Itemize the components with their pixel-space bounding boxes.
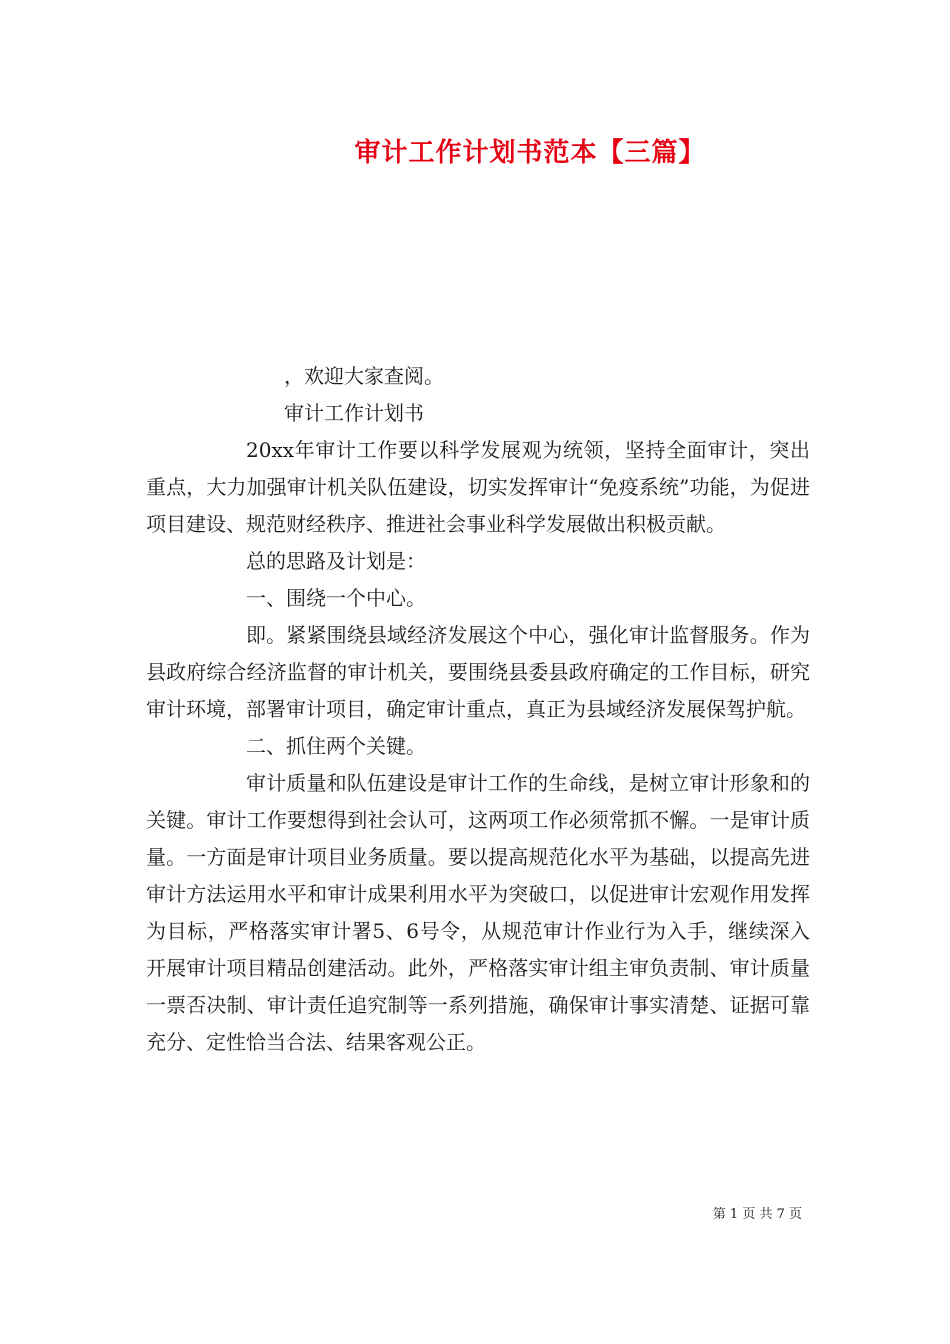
document-title: 审计工作计划书范本【三篇】 (354, 138, 706, 168)
paragraph-3: 即。紧紧围绕县域经济发展这个中心，强化审计监督服务。作为县政府综合经济监督的审计机关，要围绕县委县政府确定的工作目标，研究审计环境，部署审计项目，确定审计重点，真正为县域经济发展保驾护航。 (146, 623, 810, 721)
intro-line: ，欢迎大家查阅。 (284, 364, 444, 388)
heading-two: 二、抓住两个关键。 (246, 734, 426, 758)
document-body (146, 358, 810, 1061)
heading-one: 一、围绕一个中心。 (246, 586, 426, 610)
subtitle: 审计工作计划书 (284, 401, 424, 425)
paragraph-2: 总的思路及计划是： (246, 549, 426, 573)
paragraph-4: 审计质量和队伍建设是审计工作的生命线，是树立审计形象和的关键。审计工作要想得到社会认可，这两项工作必须常抓不懈。一是审计质量。一方面是审计项目业务质量。要以提高规范化水平为基础，以提高先进审计方法运用水平和审计成果利用水平为突破口，以促进审计宏观作用发挥为目标，严格落实审计署5、6号令，从规范审计作业行为入手，继续深入开展审计项目精品创建活动。此外，严格落实审计组主审负责制、审计质量一票否决制、审计责任追究制等一系列措施，确保审计事实清楚、证据可靠充分、定性恰当合法、结果客观公正。 (146, 771, 810, 1054)
page-footer: 第 1 页 共 7 页 (712, 1207, 802, 1222)
paragraph-1: 20xx年审计工作要以科学发展观为统领，坚持全面审计，突出重点，大力加强审计机关队伍建设，切实发挥审计“免疫系统”功能，为促进项目建设、规范财经秩序、推进社会事业科学发展做出积极贡献。 (146, 438, 810, 536)
